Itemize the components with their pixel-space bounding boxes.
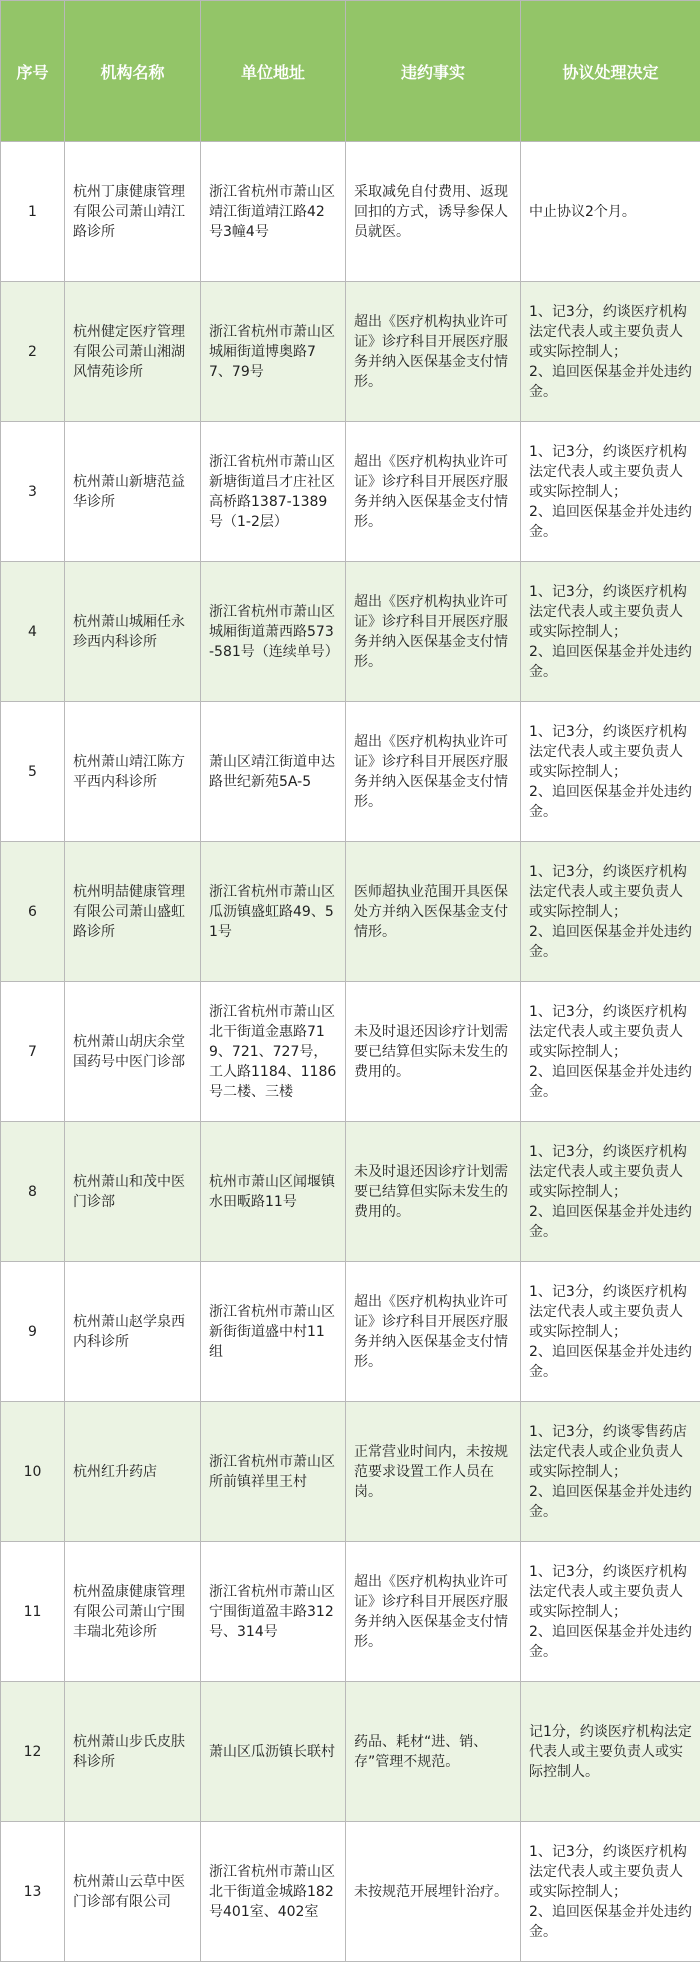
header-violation: 违约事实	[346, 1, 521, 142]
cell-index: 9	[1, 1262, 65, 1402]
cell-address: 萧山区靖江街道申达路世纪新苑5A-5	[201, 702, 346, 842]
cell-institution: 杭州萧山新塘范益华诊所	[65, 422, 201, 562]
cell-decision: 1、记3分，约谈医疗机构法定代表人或主要负责人或实际控制人； 2、追回医保基金并处违约金。	[521, 562, 700, 702]
cell-institution: 杭州萧山和茂中医门诊部	[65, 1122, 201, 1262]
cell-institution: 杭州萧山靖江陈方平西内科诊所	[65, 702, 201, 842]
table-row	[1, 1682, 700, 1822]
cell-decision: 记1分，约谈医疗机构法定代表人或主要负责人或实际控制人。	[521, 1682, 700, 1822]
cell-violation: 未及时退还因诊疗计划需要已结算但实际未发生的费用的。	[346, 1122, 521, 1262]
cell-index: 4	[1, 562, 65, 702]
cell-address: 浙江省杭州市萧山区新街街道盛中村11组	[201, 1262, 346, 1402]
cell-decision: 中止协议2个月。	[521, 142, 700, 282]
cell-institution: 杭州萧山云草中医门诊部有限公司	[65, 1822, 201, 1962]
header-address: 单位地址	[201, 1, 346, 142]
cell-decision: 1、记3分，约谈医疗机构法定代表人或主要负责人或实际控制人； 2、追回医保基金并处违约金。	[521, 1822, 700, 1962]
cell-index: 10	[1, 1402, 65, 1542]
cell-decision: 1、记3分，约谈医疗机构法定代表人或主要负责人或实际控制人； 2、追回医保基金并处违约金。	[521, 982, 700, 1122]
cell-address: 浙江省杭州市萧山区北干街道金城路182号401室、402室	[201, 1822, 346, 1962]
table-row	[1, 562, 700, 702]
table-row	[1, 422, 700, 562]
table-row	[1, 982, 700, 1122]
cell-violation: 药品、耗材“进、销、存”管理不规范。	[346, 1682, 521, 1822]
cell-index: 6	[1, 842, 65, 982]
cell-institution: 杭州萧山步氏皮肤科诊所	[65, 1682, 201, 1822]
cell-address: 浙江省杭州市萧山区宁围街道盈丰路312号、314号	[201, 1542, 346, 1682]
table-row	[1, 142, 700, 282]
table-row	[1, 842, 700, 982]
cell-address: 萧山区瓜沥镇长联村	[201, 1682, 346, 1822]
cell-violation: 采取减免自付费用、返现回扣的方式，诱导参保人员就医。	[346, 142, 521, 282]
cell-address: 浙江省杭州市萧山区所前镇祥里王村	[201, 1402, 346, 1542]
cell-institution: 杭州萧山胡庆余堂国药号中医门诊部	[65, 982, 201, 1122]
table-row	[1, 1402, 700, 1542]
cell-violation: 未及时退还因诊疗计划需要已结算但实际未发生的费用的。	[346, 982, 521, 1122]
cell-address: 浙江省杭州市萧山区城厢街道萧西路573-581号（连续单号）	[201, 562, 346, 702]
cell-decision: 1、记3分，约谈零售药店法定代表人或企业负责人或实际控制人； 2、追回医保基金并处违约金。	[521, 1402, 700, 1542]
cell-address: 杭州市萧山区闻堰镇水田畈路11号	[201, 1122, 346, 1262]
cell-index: 1	[1, 142, 65, 282]
header-row	[1, 1, 700, 142]
cell-violation: 未按规范开展埋针治疗。	[346, 1822, 521, 1962]
cell-address: 浙江省杭州市萧山区城厢街道博奥路77、79号	[201, 282, 346, 422]
table-row	[1, 1822, 700, 1962]
header-index: 序号	[1, 1, 65, 142]
table-row	[1, 1122, 700, 1262]
cell-institution: 杭州明喆健康管理有限公司萧山盛虹路诊所	[65, 842, 201, 982]
cell-decision: 1、记3分，约谈医疗机构法定代表人或主要负责人或实际控制人； 2、追回医保基金并处违约金。	[521, 282, 700, 422]
cell-decision: 1、记3分，约谈医疗机构法定代表人或主要负责人或实际控制人； 2、追回医保基金并处违约金。	[521, 702, 700, 842]
cell-violation: 超出《医疗机构执业许可证》诊疗科目开展医疗服务并纳入医保基金支付情形。	[346, 1542, 521, 1682]
cell-address: 浙江省杭州市萧山区新塘街道吕才庄社区高桥路1387-1389号（1-2层）	[201, 422, 346, 562]
cell-decision: 1、记3分，约谈医疗机构法定代表人或主要负责人或实际控制人； 2、追回医保基金并处违约金。	[521, 422, 700, 562]
cell-index: 11	[1, 1542, 65, 1682]
cell-violation: 正常营业时间内，未按规范要求设置工作人员在岗。	[346, 1402, 521, 1542]
cell-violation: 超出《医疗机构执业许可证》诊疗科目开展医疗服务并纳入医保基金支付情形。	[346, 702, 521, 842]
header-decision: 协议处理决定	[521, 1, 700, 142]
cell-institution: 杭州萧山城厢任永珍西内科诊所	[65, 562, 201, 702]
cell-violation: 超出《医疗机构执业许可证》诊疗科目开展医疗服务并纳入医保基金支付情形。	[346, 422, 521, 562]
cell-violation: 超出《医疗机构执业许可证》诊疗科目开展医疗服务并纳入医保基金支付情形。	[346, 282, 521, 422]
cell-institution: 杭州丁康健康管理有限公司萧山靖江路诊所	[65, 142, 201, 282]
header-institution: 机构名称	[65, 1, 201, 142]
cell-decision: 1、记3分，约谈医疗机构法定代表人或主要负责人或实际控制人； 2、追回医保基金并处违约金。	[521, 1122, 700, 1262]
cell-address: 浙江省杭州市萧山区靖江街道靖江路42号3幢4号	[201, 142, 346, 282]
cell-address: 浙江省杭州市萧山区北干街道金惠路719、721、727号，工人路1184、1186号二楼、三楼	[201, 982, 346, 1122]
cell-address: 浙江省杭州市萧山区瓜沥镇盛虹路49、51号	[201, 842, 346, 982]
cell-index: 8	[1, 1122, 65, 1262]
cell-decision: 1、记3分，约谈医疗机构法定代表人或主要负责人或实际控制人； 2、追回医保基金并处违约金。	[521, 842, 700, 982]
cell-decision: 1、记3分，约谈医疗机构法定代表人或主要负责人或实际控制人； 2、追回医保基金并处违约金。	[521, 1542, 700, 1682]
cell-institution: 杭州盈康健康管理有限公司萧山宁围丰瑞北苑诊所	[65, 1542, 201, 1682]
cell-index: 13	[1, 1822, 65, 1962]
cell-violation: 医师超执业范围开具医保处方并纳入医保基金支付情形。	[346, 842, 521, 982]
cell-institution: 杭州红升药店	[65, 1402, 201, 1542]
table-row	[1, 702, 700, 842]
table-row	[1, 1262, 700, 1402]
cell-index: 7	[1, 982, 65, 1122]
table-row	[1, 1542, 700, 1682]
table-row	[1, 282, 700, 422]
cell-violation: 超出《医疗机构执业许可证》诊疗科目开展医疗服务并纳入医保基金支付情形。	[346, 562, 521, 702]
cell-index: 3	[1, 422, 65, 562]
cell-index: 12	[1, 1682, 65, 1822]
cell-institution: 杭州萧山赵学泉西内科诊所	[65, 1262, 201, 1402]
cell-decision: 1、记3分，约谈医疗机构法定代表人或主要负责人或实际控制人； 2、追回医保基金并处违约金。	[521, 1262, 700, 1402]
cell-index: 2	[1, 282, 65, 422]
cell-index: 5	[1, 702, 65, 842]
table-body	[1, 142, 700, 1962]
cell-institution: 杭州健定医疗管理有限公司萧山湘湖风情苑诊所	[65, 282, 201, 422]
cell-violation: 超出《医疗机构执业许可证》诊疗科目开展医疗服务并纳入医保基金支付情形。	[346, 1262, 521, 1402]
